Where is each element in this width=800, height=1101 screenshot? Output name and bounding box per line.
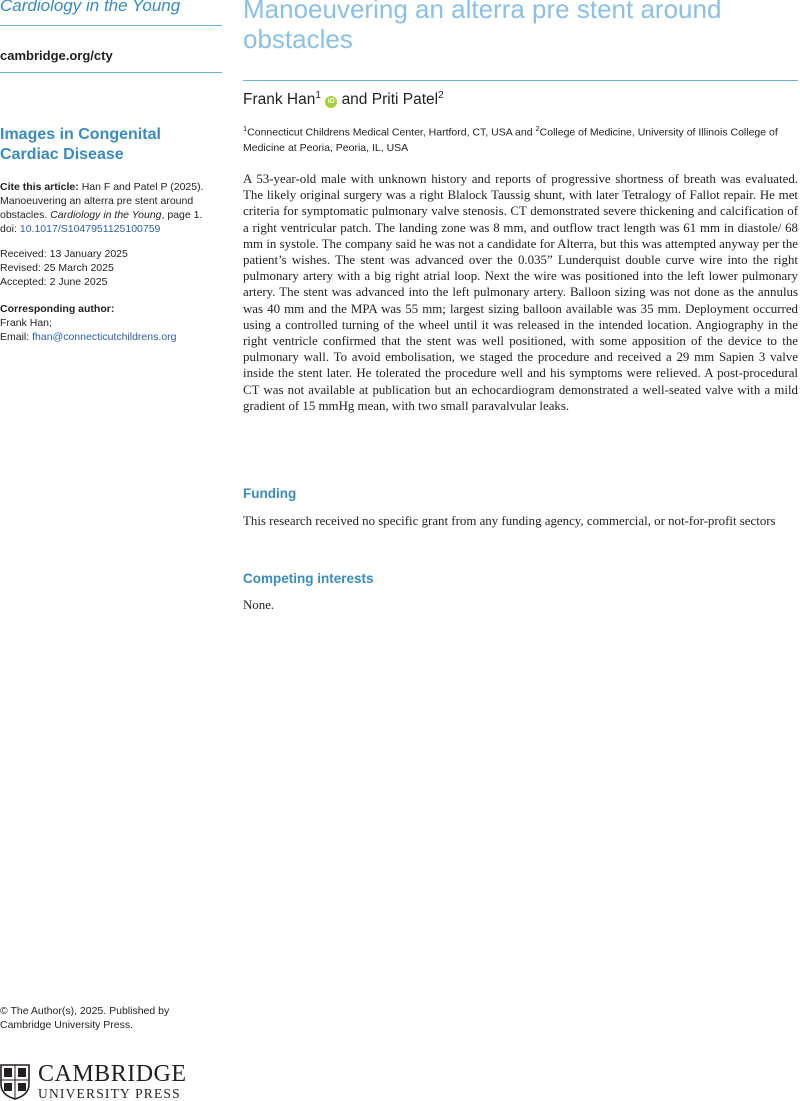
- affiliation-2: College of Medicine, University of Illinois College of Medicine at Peoria, Peoria, IL, USA: [243, 126, 778, 154]
- citation-label: Cite this article:: [0, 181, 79, 193]
- journal-name: Cardiology in the Young: [0, 0, 181, 15]
- funding-text: This research received no specific grant from any funding agency, commercial, or not-for-profit sectors: [243, 514, 776, 528]
- cambridge-shield-icon: [0, 1064, 30, 1100]
- affiliation-1: Connecticut Childrens Medical Center, Hartford, CT, USA and: [247, 126, 533, 139]
- logo-line2: UNIVERSITY PRESS: [38, 1086, 181, 1101]
- competing-text: None.: [243, 598, 275, 612]
- corresponding-block: [0, 302, 218, 344]
- affiliations: [243, 121, 798, 157]
- logo-line1: CAMBRIDGE: [38, 1061, 187, 1087]
- funding-heading: Funding: [243, 486, 297, 501]
- sidebar: [0, 0, 225, 1101]
- author-name: Frank Han: [243, 91, 316, 109]
- corresponding-name: Frank Han;: [0, 317, 52, 329]
- email-label: Email:: [0, 331, 30, 343]
- doi-link[interactable]: 10.1017/S1047951125100759: [19, 223, 161, 235]
- cambridge-logo: [0, 1062, 187, 1101]
- revised-date: Revised: 25 March 2025: [0, 262, 114, 274]
- corresponding-label: Corresponding author:: [0, 303, 115, 315]
- citation-text: Han F and Patel P (2025). Manoeuvering an alterra pre stent around obstacles.: [0, 181, 204, 221]
- citation-page: , page 1.: [161, 209, 203, 221]
- accepted-date: Accepted: 2 June 2025: [0, 276, 108, 288]
- competing-heading: Competing interests: [243, 571, 374, 586]
- copyright: © The Author(s), 2025. Published by Cambridge University Press.: [0, 1005, 170, 1031]
- section-type: Images in Congenital Cardiac Disease: [0, 126, 161, 163]
- article-title: Manoeuvering an alterra pre stent around obstacles: [243, 0, 722, 54]
- divider: [243, 80, 798, 81]
- author-affil-sup: 2: [438, 90, 444, 101]
- divider: [0, 25, 222, 26]
- journal-url[interactable]: cambridge.org/cty: [0, 48, 113, 63]
- author-list: [243, 86, 444, 110]
- divider: [0, 72, 222, 73]
- doi-label: doi:: [0, 223, 17, 235]
- dates-block: [0, 247, 218, 289]
- affil-sup: 1: [243, 124, 248, 133]
- received-date: Received: 13 January 2025: [0, 248, 128, 260]
- email-link[interactable]: fhan@connecticutchildrens.org: [32, 331, 177, 343]
- author-name: Priti Patel: [371, 91, 439, 109]
- author-conjunction: and: [341, 91, 368, 109]
- article-body: A 53-year-old male with unknown history and reports of progressive shortness of breath was evaluated. The likely original surgery was a right Blalock Taussig shunt, with later Tetralogy of Fallot repair. He met criteria for symptomatic pulmonary valve stenosis. CT demonstrated severe thickening and calcification of a right ventricular patch. The landing zone was 8 mm, and outflow tract length was 61 mm in diastole/ 68 mm in systole. The company said he was not a candidate for Alterra, but this was attempted anyway per the patient’s wishes. The stent was advanced over the 0.035” Lunderquist double curve wire into the right pulmonary artery with a big right atrial loop. Next the wire was positioned into the left lower pulmonary artery. The stent was advanced into the left pulmonary artery. Balloon sizing was not done as the annulus was 40 mm and the MPA was 55 mm; largest sizing balloon available was 35 mm. Deployment occurred using a controlled turning of the wheel until it was released in the intended location. Angiography in the right ventricle confirmed that the stent was well positioned, with some apposition of the device to the pulmonary wall. To avoid embolisation, we staged the procedure and received a 29 mm Sapien 3 valve inside the stent later. He tolerated the procedure well and his symptoms were relieved. A post-procedural CT was not available at publication but an echocardiogram demonstrated a well-seated valve with a mild gradient of 15 mmHg mean, with two small paravalvular leaks.: [243, 172, 798, 413]
- citation-block: [0, 180, 218, 236]
- orcid-icon[interactable]: iD: [325, 96, 337, 108]
- citation-journal: Cardiology in the Young: [50, 209, 162, 221]
- affil-sup: 2: [535, 124, 540, 133]
- author-affil-sup: 1: [315, 90, 321, 101]
